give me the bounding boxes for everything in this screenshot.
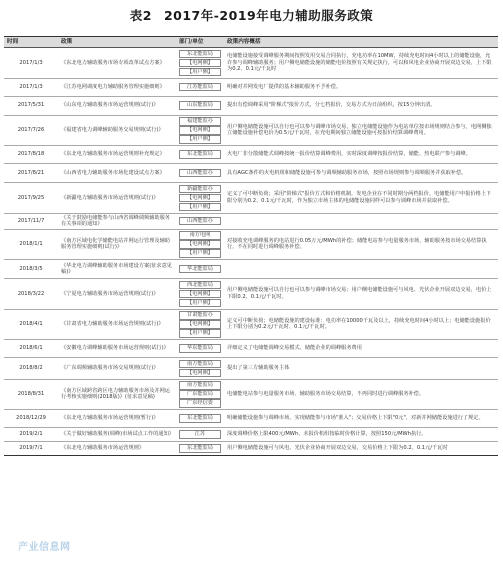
- policy-table: [4, 36, 498, 456]
- dept-label: 【用户侧】: [179, 68, 221, 77]
- dept-label: 【电网侧】: [179, 290, 221, 299]
- dept-label: 【电网侧】: [179, 194, 221, 203]
- dept-label: 【用户侧】: [179, 299, 221, 308]
- row-time: 2017/8/18: [4, 146, 58, 164]
- row-summary: 用户侧电储能设施可以自行也可以参与调峰市场交易；用户侧电储能设施可与风电、光伏企业开展双边交易，电价上下限0.2、0.1元/千瓦时。: [224, 279, 498, 310]
- row-dept: [176, 442, 224, 456]
- dept-label: 【用户侧】: [179, 249, 221, 258]
- table-body: [4, 48, 498, 456]
- header-time: 时间: [4, 37, 58, 48]
- dept-label: 福建能监办: [179, 117, 221, 126]
- table-row: [4, 260, 498, 279]
- table-row: [4, 96, 498, 115]
- table-row: [4, 48, 498, 79]
- table-row: [4, 164, 498, 183]
- row-time: 2019/7/1: [4, 442, 58, 456]
- dept-label: 【用户侧】: [179, 329, 221, 338]
- table-row: [4, 146, 498, 164]
- dept-label: 【电网侧】: [179, 126, 221, 135]
- table-row: [4, 340, 498, 358]
- row-policy: 《甘肃省电力辅助服务市场运营规则(试行)》: [58, 309, 176, 340]
- table-row: [4, 115, 498, 146]
- row-time: 2018/3/22: [4, 279, 58, 310]
- table-row: [4, 309, 498, 340]
- row-summary: [224, 260, 498, 279]
- table-row: [4, 442, 498, 456]
- row-dept: [176, 279, 224, 310]
- row-dept: [176, 164, 224, 183]
- dept-label: 东北能监局: [179, 50, 221, 59]
- row-dept: [176, 146, 224, 164]
- dept-label: 山东能监局: [179, 101, 221, 110]
- dept-label: 东北能监局: [179, 444, 221, 453]
- dept-label: 新疆能监办: [179, 185, 221, 194]
- row-policy: 《新疆电力辅助服务市场运营规则(试行)》: [58, 183, 176, 214]
- dept-label: 【电网侧】: [179, 369, 221, 378]
- row-summary: 用户侧电储能设施可以自行也可以参与调峰市场交易，独立电储能设施作为电站单位按市场规则结合参与，电网侧独立储能设施补偿电价为0.5元/千瓦时，在充电期间独立储能设施可按报价结算调峰费用。: [224, 115, 498, 146]
- dept-label: 【电网侧】: [179, 240, 221, 249]
- row-policy: 《关于鼓励电储能参与山西省调峰调频辅助服务有关事项的通知》: [58, 213, 176, 229]
- row-time: 2018/4/1: [4, 309, 58, 340]
- row-policy: 《南方区域跨省跨区电力辅助服务市场及并网运行考核实施细则(2018版)》(征求意见稿): [58, 379, 176, 410]
- row-policy: 《东北电力辅助服务市场运营规则(暂行)》: [58, 410, 176, 428]
- row-time: 2017/1/3: [4, 48, 58, 79]
- row-dept: [176, 115, 224, 146]
- header-summary: 政策内容概括: [224, 37, 498, 48]
- table-row: [4, 229, 498, 260]
- dept-label: 江苏: [179, 430, 221, 439]
- row-time: 2017/5/31: [4, 96, 58, 115]
- row-policy: 《宁夏电力辅助服务市场运营规则(试行)》: [58, 279, 176, 310]
- dept-label: 南方能监局: [179, 360, 221, 369]
- table-row: [4, 78, 498, 96]
- row-policy: 《关于做好辅助服务(调峰)市场试点工作的通知》: [58, 428, 176, 442]
- row-summary: 电储能设施接受调峰服务期间按照发用交易合同执行，充电功率在10MW，持续充电时间4小时以上的储能设施，允许参与调峰辅助服务；用户侧电储能设施的储能电价按照有关规定执行，可以和风电企业协商开展双边交易，上下限为0.2、0.1元/千瓦时: [224, 48, 498, 79]
- table-row: [4, 428, 498, 442]
- table-row: [4, 410, 498, 428]
- row-summary: 深度调峰价格上限400元/MWh，未报价机组按临时价格计算，按照150元/MWh执行。: [224, 428, 498, 442]
- row-policy: 《东北电力辅助服务市场运营规则》: [58, 442, 176, 456]
- row-dept: [176, 229, 224, 260]
- table-row: [4, 279, 498, 310]
- table-row: [4, 358, 498, 380]
- row-time: 2018/12/29: [4, 410, 58, 428]
- dept-label: 华东能监局: [179, 344, 221, 353]
- row-summary: [224, 213, 498, 229]
- row-time: 2018/8/2: [4, 358, 58, 380]
- row-time: 2018/6/1: [4, 340, 58, 358]
- dept-label: 山西能监办: [179, 169, 221, 178]
- dept-label: 【电网侧】: [179, 320, 221, 329]
- dept-label: 南方能监局: [179, 381, 221, 390]
- dept-label: 广东能监局: [179, 390, 221, 399]
- row-policy: 《华北电力调峰辅助服务市场建设方案(征求意见稿)》: [58, 260, 176, 279]
- row-time: 2018/1/1: [4, 229, 58, 260]
- row-time: 2017/8/21: [4, 164, 58, 183]
- row-policy: 《江苏电网调度电力辅助服务管理实施细则》: [58, 78, 176, 96]
- row-dept: [176, 340, 224, 358]
- row-time: 2017/7/26: [4, 115, 58, 146]
- row-dept: [176, 78, 224, 96]
- row-dept: [176, 213, 224, 229]
- dept-label: 华北能监局: [179, 265, 221, 274]
- row-dept: [176, 260, 224, 279]
- dept-label: 广东经信委: [179, 399, 221, 408]
- table-row: [4, 379, 498, 410]
- dept-label: 南方电网: [179, 231, 221, 240]
- row-time: 2017/9/25: [4, 183, 58, 214]
- table-header-row: [4, 37, 498, 48]
- dept-label: 【用户侧】: [179, 203, 221, 212]
- row-summary: 明确对并网发电厂提供的基本辅助服务不予补偿。: [224, 78, 498, 96]
- row-policy: 《山西省电力辅助服务市场化建设试点方案》: [58, 164, 176, 183]
- header-dept: 部门/单位: [176, 37, 224, 48]
- row-summary: 明确储能设施参与调峰市场，实现储能参与市场"准入"；交易价格上下限"0元"，对新并网储能设施进行了规定。: [224, 410, 498, 428]
- dept-label: 东北能监局: [179, 150, 221, 159]
- table-row: [4, 183, 498, 214]
- row-time: 2018/8/31: [4, 379, 58, 410]
- dept-label: 甘肃能监办: [179, 311, 221, 320]
- table-number: 表2: [129, 8, 152, 23]
- row-dept: [176, 358, 224, 380]
- row-dept: [176, 309, 224, 340]
- row-policy: 《东北电力辅助服务市场专项改革试点方案》: [58, 48, 176, 79]
- row-summary: 提出了第三方辅助服务主体: [224, 358, 498, 380]
- row-dept: [176, 96, 224, 115]
- row-policy: 《东北电力辅助服务市场运营规则补充规定》: [58, 146, 176, 164]
- table-row: [4, 213, 498, 229]
- dept-label: 【用户侧】: [179, 135, 221, 144]
- row-policy: 《福建省电力调峰辅助服务交易规则(试行)》: [58, 115, 176, 146]
- row-summary: 具有AGC条件的火电机组和储能设施可参与调频辅助服务市场，按照市场规则参与调频服务并获取补偿。: [224, 164, 498, 183]
- row-summary: 提出有偿调峰采用"阶梯式"报价方式，分七档报价，交易方式为日前组织，按15分钟出清。: [224, 96, 498, 115]
- row-dept: [176, 48, 224, 79]
- row-dept: [176, 428, 224, 442]
- table-title-text: 2017年-2019年电力辅助服务政策: [163, 8, 374, 23]
- dept-label: 江苏能监局: [179, 83, 221, 92]
- row-summary: 用户侧电储能设施可与风电、光伏企业协商开展双边交易，交易价格上下限为0.2、0.1元/千瓦时: [224, 442, 498, 456]
- row-time: 2017/1/3: [4, 78, 58, 96]
- row-summary: 火电厂非分散储能式调峰按统一报价结算调峰费用，实时深度调峰按报价结算，储能、热电联产参与调峰。: [224, 146, 498, 164]
- row-dept: [176, 379, 224, 410]
- row-summary: 定义可中断负荷；电储能设施的建设标准：电功率在10000千瓦及以上，持续充电时间4小时以上；电储能设施报价上下限分别为0.2元/千瓦时、0.1元/千瓦时。: [224, 309, 498, 340]
- header-policy: 政策: [58, 37, 176, 48]
- row-summary: 对接收充电调峰服务的电站进行0.05万元/MWh的补偿；储能电站参与电量服务市场，辅助服务按市场交易结算执行，不在同时进行调峰服务补偿。: [224, 229, 498, 260]
- row-time: 2019/2/1: [4, 428, 58, 442]
- row-dept: [176, 183, 224, 214]
- row-summary: 详细定义了电储能调峰交易模式、储能企业的调峰服务费用: [224, 340, 498, 358]
- row-policy: 《山东电力辅助服务市场运营规则(试行)》: [58, 96, 176, 115]
- row-policy: 《广东调频辅助服务市场交易规则(试行)》: [58, 358, 176, 380]
- row-dept: [176, 410, 224, 428]
- dept-label: 西北能监局: [179, 281, 221, 290]
- watermark: 产业信息网: [18, 542, 71, 553]
- row-summary: 定义了可中断负荷；采用"阶梯式"报价方式和价格机制，发电企业在不同时期分两档报价。电储能用户申报价格上下限分别为0.2、0.1元/千瓦时，作为独立市场主体的电储能设施同样可以参与调峰市场并获取补偿。: [224, 183, 498, 214]
- dept-label: 【电网侧】: [179, 59, 221, 68]
- dept-label: 山西能监办: [179, 217, 221, 226]
- row-policy: 《南方区域电化学储能电站并网运行管理及辅助服务管理实施细则(试行)》: [58, 229, 176, 260]
- table-title: [0, 6, 503, 24]
- row-time: 2018/3/5: [4, 260, 58, 279]
- row-summary: 电储能电站参与电量服务市场、辅助服务市场交易结算，不再同时进行调峰服务补偿。: [224, 379, 498, 410]
- dept-label: 东北能监局: [179, 414, 221, 423]
- row-time: 2017/11/7: [4, 213, 58, 229]
- row-policy: 《安徽电力调峰辅助服务市场运营规则(试行)》: [58, 340, 176, 358]
